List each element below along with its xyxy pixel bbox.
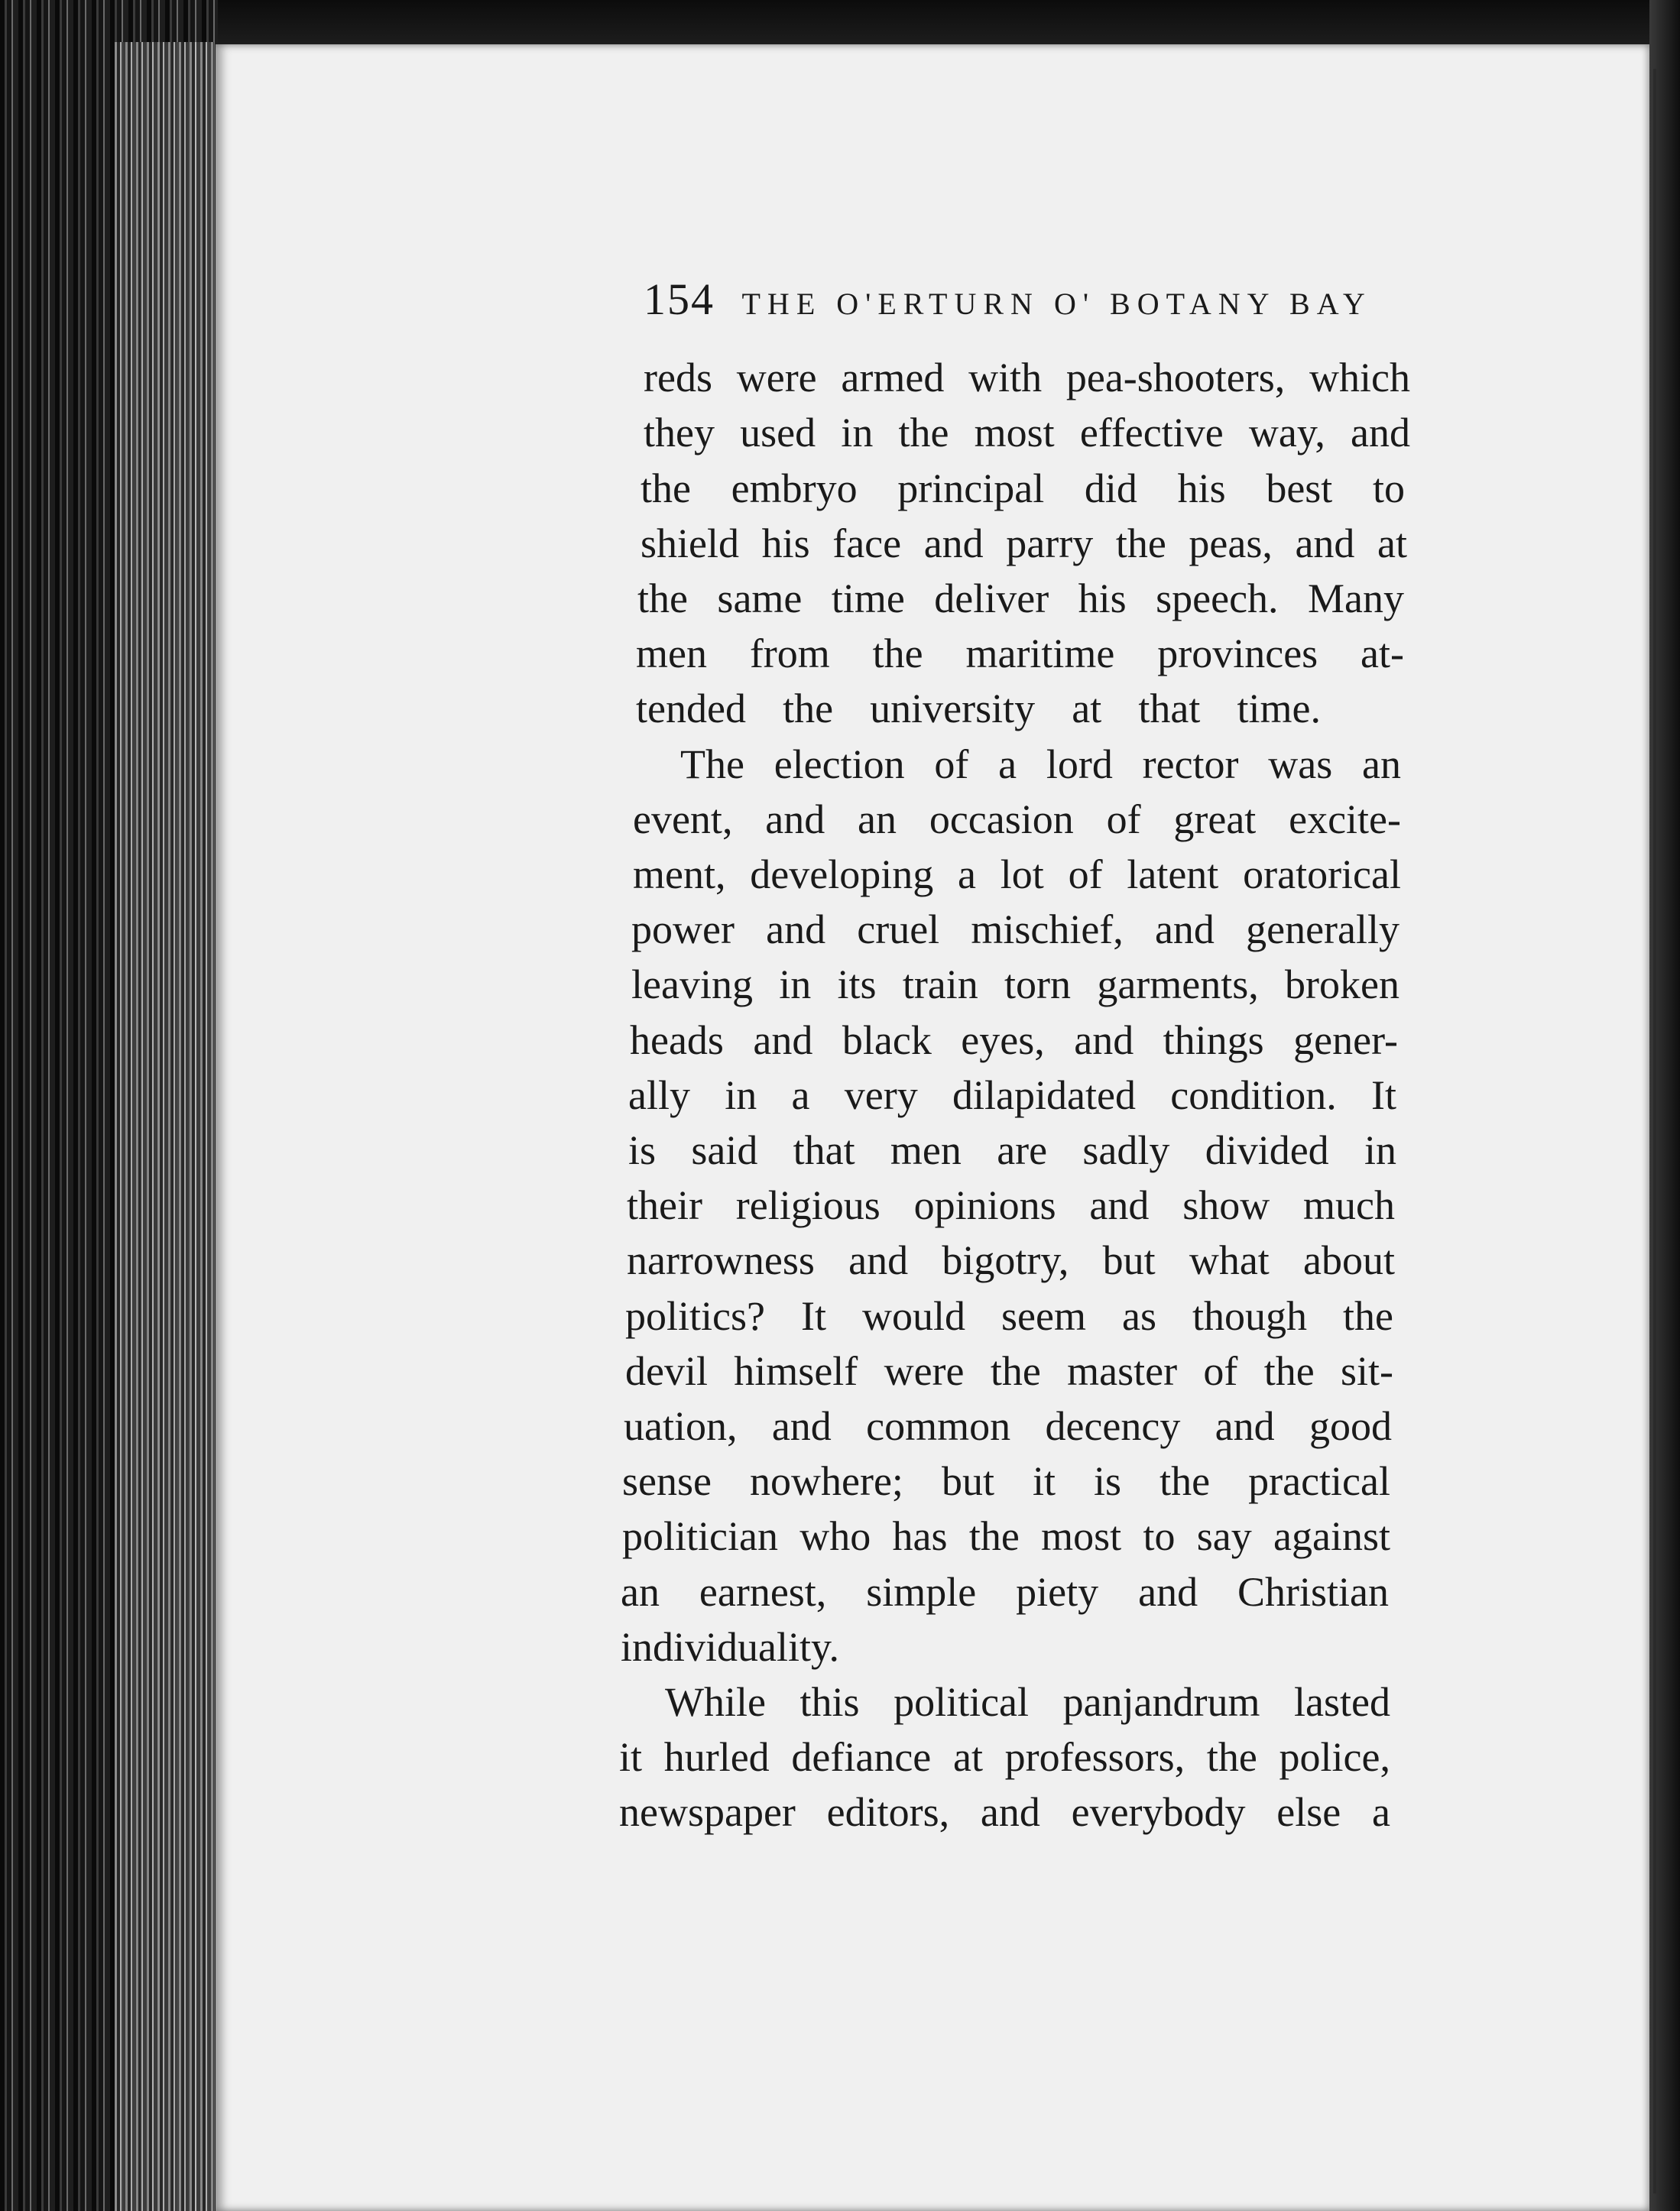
text-line: individuality. (621, 1624, 839, 1670)
text-line: politician who has the most to say against (622, 1513, 1390, 1559)
page-number: 154 (644, 274, 715, 324)
text-line: ally in a very dilapidated condition. It (628, 1072, 1396, 1118)
text-line: devil himself were the master of the sit- (625, 1348, 1393, 1394)
text-line: reds were armed with pea-shooters, which (644, 355, 1410, 400)
text-line: is said that men are sadly divided in (628, 1127, 1396, 1173)
text-line: the same time deliver his speech. Many (637, 575, 1404, 621)
running-header (644, 274, 1372, 325)
text-line: While this political panjandrum lasted (665, 1679, 1390, 1725)
page-right-edge-line (1653, 69, 1656, 2193)
text-line: uation, and common decency and good (624, 1403, 1392, 1449)
text-line: sense nowhere; but it is the practical (622, 1458, 1390, 1504)
text-line: the embryo principal did his best to (641, 465, 1405, 511)
text-line: tended the university at that time. (636, 686, 1321, 731)
text-line: they used in the most effective way, and (644, 410, 1410, 455)
page-stack-edge (115, 42, 214, 2211)
text-line: men from the maritime provinces at- (636, 631, 1404, 676)
text-line: event, and an occasion of great excite- (633, 796, 1401, 842)
text-line: power and cruel mischief, and generally (631, 906, 1399, 952)
text-line: politics? It would seem as though the (625, 1293, 1393, 1339)
text-line: their religious opinions and show much (627, 1182, 1395, 1228)
text-line: newspaper editors, and everybody else a (619, 1789, 1390, 1835)
text-line: narrowness and bigotry, but what about (627, 1237, 1395, 1283)
text-line: The election of a lord rector was an (680, 741, 1401, 787)
text-line: heads and black eyes, and things gener- (630, 1017, 1398, 1063)
text-line: ment, developing a lot of latent oratorical (633, 851, 1401, 897)
running-title: THE O'ERTURN O' BOTANY BAY (741, 287, 1372, 321)
text-line: shield his face and parry the peas, and at (641, 520, 1407, 566)
text-line: an earnest, simple piety and Christian (621, 1569, 1389, 1615)
text-line: it hurled defiance at professors, the police, (619, 1734, 1390, 1780)
text-line: leaving in its train torn garments, broken (631, 961, 1399, 1007)
